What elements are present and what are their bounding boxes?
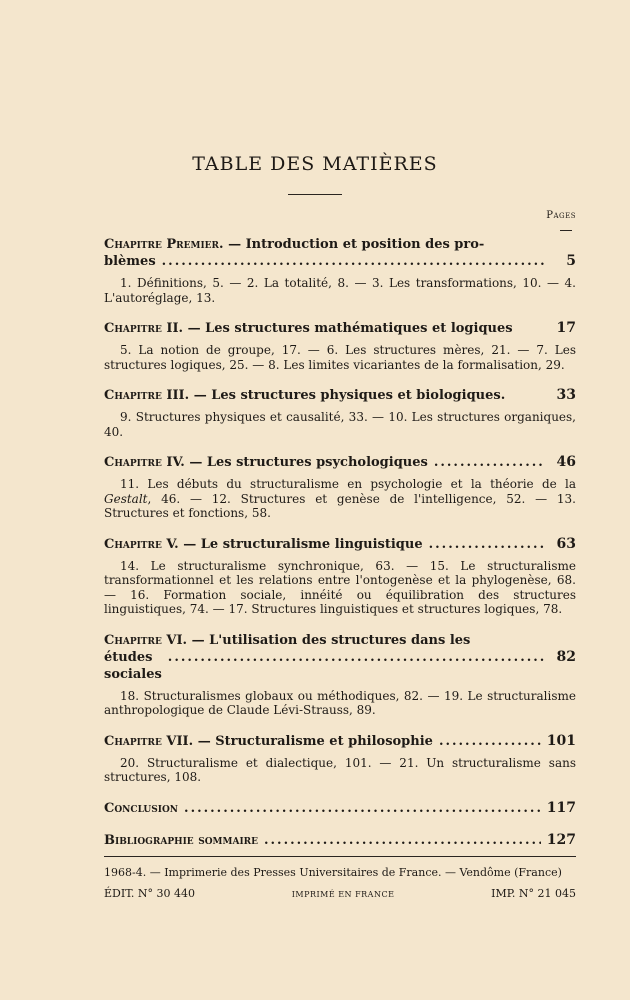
footer-divider [104,856,576,857]
section-list: 9. Structures physiques et causalité, 33. — 10. Les structures organiques, 40. [104,410,576,439]
chapter-title-cont: blèmes [104,254,156,269]
chapter-heading [104,236,576,253]
chapter-heading [104,320,576,337]
dot-leader [439,733,541,750]
dot-leader [434,454,544,471]
page-number: 101 [546,732,576,749]
chapter-label: Chapitre V. [104,536,179,552]
chapter-label: Chapitre VII. [104,733,194,749]
page-title: TABLE DES MATIÈRES [192,153,438,175]
toc-entry-conclusion [104,800,576,817]
chapter-title: — Introduction et position des pro- [228,237,485,252]
chapter-title: — L'utilisation des structures dans les [191,632,471,648]
toc-entry-chapter-5 [104,536,576,617]
page-number: 82 [556,648,576,665]
chapter-heading [104,387,576,404]
section-list: 1. Définitions, 5. — 2. La totalité, 8. — 3. Les transformations, 10. — 4. L'autoréglage, 13. [104,276,576,305]
edition-number: ÉDIT. N° 30 440 [104,887,196,900]
edition-line [104,887,576,900]
section-list [104,477,576,521]
chapter-title: — Les structures physiques et biologiques. [193,388,506,403]
page-number: 5 [566,253,576,269]
section-text: 11. Les débuts du structuralisme en psychologie et la théorie de la [120,477,576,491]
dot-leader [264,832,541,849]
toc-entry-chapter-6 [104,632,576,718]
chapter-title: — Le structuralisme linguistique [183,536,423,552]
dot-leader [162,253,544,270]
section-list: 20. Structuralisme et dialectique, 101. — 21. Un structuralisme sans structures, 108. [104,755,576,784]
printer-line [104,866,576,879]
chapter-heading-cont [104,253,576,270]
impression-number: IMP. N° 21 045 [491,887,576,900]
printer-info: 1968-4. — Imprimerie des Presses Universitaires de France. — Vendôme (France) [104,866,562,879]
section-text-italic: Gestalt [104,491,148,506]
chapter-heading [104,454,576,471]
page-number: 63 [556,535,576,552]
printed-in: IMPRIMÉ EN FRANCE [291,890,395,899]
page-number: 17 [556,320,576,336]
chapter-heading [104,536,576,553]
chapter-title: — Les structures mathématiques et logiques [187,321,513,336]
chapter-heading [104,632,576,649]
chapter-title: — Structuralisme et philosophie [197,733,433,749]
chapter-label: Chapitre VI. [104,632,188,648]
toc-entry-chapter-4 [104,454,576,521]
page-number: 46 [556,454,576,470]
chapter-label: Chapitre III. [104,388,190,403]
chapter-heading [104,800,576,817]
pages-column-header: Pages [546,210,576,221]
page-number: 117 [546,799,576,816]
toc-entry-chapter-2 [104,320,576,372]
toc-entry-chapter-7 [104,733,576,785]
toc-entry-chapter-1 [104,236,576,305]
chapter-heading-cont [104,649,576,683]
title-divider [288,194,342,195]
dot-leader [168,649,544,666]
chapter-label: Bibliographie sommaire [104,832,258,848]
chapter-label: Chapitre II. [104,321,184,336]
section-list: 5. La notion de groupe, 17. — 6. Les structures mères, 21. — 7. Les structures logiques, 25. — 8. Les limites vicariantes de la formalisation, 29. [104,343,576,372]
toc-entry-bibliography [104,832,576,849]
chapter-title-cont: études sociales [104,649,162,682]
table-of-contents [104,236,576,864]
chapter-label: Chapitre Premier. [104,237,224,252]
page-number: 127 [546,831,576,848]
chapter-title: — Les structures psychologiques [189,455,428,470]
chapter-heading [104,832,576,849]
pages-divider [560,230,572,231]
section-text: , 46. — 12. Structures et genèse de l'intelligence, 52. — 13. Structures et fonctions, 58. [104,491,576,520]
dot-leader [184,800,541,817]
chapter-heading [104,733,576,750]
section-list: 18. Structuralismes globaux ou méthodiques, 82. — 19. Le structuralisme anthropologique de Claude Lévi-Strauss, 89. [104,688,576,717]
chapter-label: Conclusion [104,800,179,816]
section-list: 14. Le structuralisme synchronique, 63. — 15. Le structuralisme transformationnel et les relations entre l'ontogenèse et la phylogenèse, 68. — 16. Formation sociale, innéité ou équilibration des structures linguistiques, 74. — 17. Structures linguistiques et structures logiques, 78. [104,558,576,616]
dot-leader [429,536,544,553]
page-number: 33 [556,387,576,403]
chapter-label: Chapitre IV. [104,455,185,470]
toc-entry-chapter-3 [104,387,576,439]
